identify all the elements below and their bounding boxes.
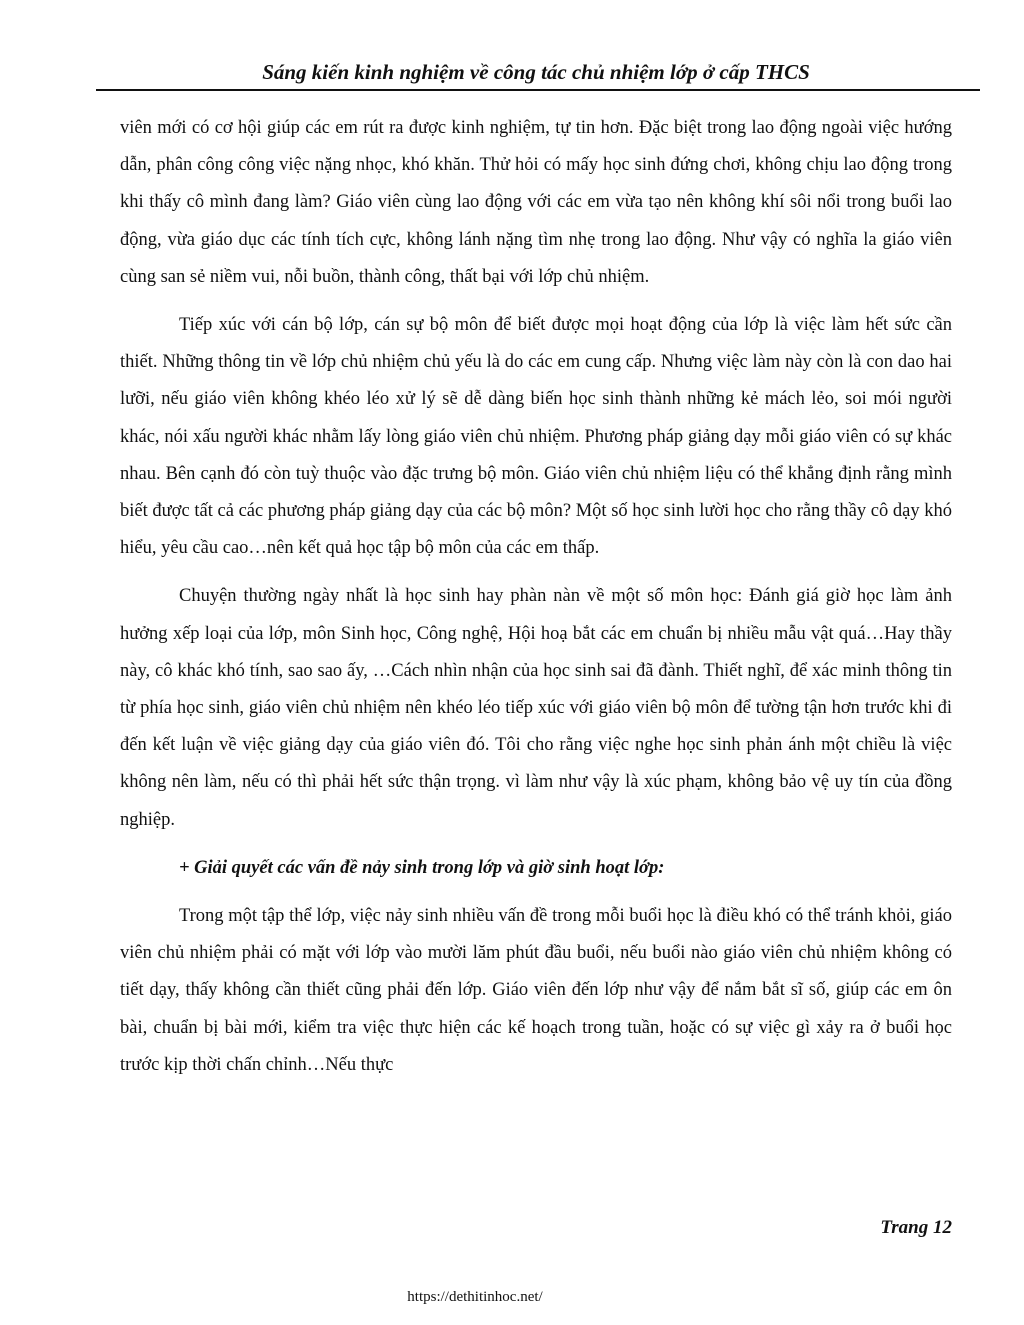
- paragraph-class-officers: Tiếp xúc với cán bộ lớp, cán sự bộ môn để biết được mọi hoạt động của lớp là việc làm hết sức cần thiết. Những thông tin về lớp chủ nhiệm chủ yếu là do các em cung cấp. Nhưng việc làm này còn là con dao hai lưỡi, nếu giáo viên không khéo léo xử lý sẽ dễ dàng biến học sinh thành những kẻ mách lẻo, soi mói người khác, nói xấu người khác nhằm lấy lòng giáo viên chủ nhiệm. Phương pháp giảng dạy mỗi giáo viên có sự khác nhau. Bên cạnh đó còn tuỳ thuộc vào đặc trưng bộ môn. Giáo viên chủ nhiệm liệu có thể khẳng định rằng mình biết được tất cả các phương pháp giảng dạy của các bộ môn? Một số học sinh lười học cho rằng thầy cô dạy khó hiểu, yêu cầu cao…nên kết quả học tập bộ môn của các em thấp.: [120, 315, 952, 559]
- running-header-title: Sáng kiến kinh nghiệm về công tác chủ nhiệm lớp ở cấp THCS: [262, 60, 810, 84]
- section-subheading: + Giải quyết các vấn đề nảy sinh trong lớp và giờ sinh hoạt lớp:: [179, 857, 665, 878]
- page-number: Trang 12: [880, 1217, 952, 1238]
- paragraph-class-issues: Trong một tập thể lớp, việc nảy sinh nhiều vấn đề trong mỗi buổi học là điều khó có thể tránh khỏi, giáo viên chủ nhiệm phải có mặt với lớp vào mười lăm phút đầu buổi, nếu buổi nào giáo viên chủ nhiệm không có tiết dạy, thấy không cần thiết cũng phải đến lớp. Giáo viên đến lớp như vậy để nắm bắt sĩ số, giúp các em ôn bài, chuẩn bị bài mới, kiểm tra việc thực hiện các kế hoạch trong tuần, hoặc có sự việc gì xảy ra ở buổi học trước kịp thời chấn chỉnh…Nếu thực: [120, 906, 952, 1075]
- paragraph-student-complaints: Chuyện thường ngày nhất là học sinh hay phàn nàn về một số môn học: Đánh giá giờ học làm ảnh hưởng xếp loại của lớp, môn Sinh học, Công nghệ, Hội hoạ bắt các em chuẩn bị nhiều mẫu vật quá…Hay thầy này, cô khác khó tính, sao sao ấy, …Cách nhìn nhận của học sinh sai đã đành. Thiết nghĩ, để xác minh thông tin từ phía học sinh, giáo viên chủ nhiệm nên khéo léo tiếp xúc với giáo viên bộ môn để tường tận hơn trước khi đi đến kết luận về việc giảng dạy của giáo viên đó. Tôi cho rằng việc nghe học sinh phản ánh một chiều là việc không nên làm, nếu có thì phải hết sức thận trọng. vì làm như vậy là xúc phạm, không bảo vệ uy tín của đồng nghiệp.: [120, 586, 952, 830]
- footer-url: https://dethitinhoc.net/: [407, 1289, 543, 1305]
- paragraph-continued: viên mới có cơ hội giúp các em rút ra được kinh nghiệm, tự tin hơn. Đặc biệt trong lao động ngoài việc hướng dẫn, phân công công việc nặng nhọc, khó khăn. Thử hỏi có mấy học sinh đứng chơi, không chịu lao động trong khi thấy cô mình đang làm? Giáo viên cùng lao động với các em vừa tạo nên không khí sôi nổi trong buổi lao động, vừa giáo dục các tính tích cực, không lánh nặng tìm nhẹ trong lao động. Như vậy có nghĩa la giáo viên cùng san sẻ niềm vui, nỗi buồn, thành công, thất bại với lớp chủ nhiệm.: [120, 118, 952, 287]
- document-body: [120, 110, 952, 1084]
- header-divider: [96, 89, 980, 91]
